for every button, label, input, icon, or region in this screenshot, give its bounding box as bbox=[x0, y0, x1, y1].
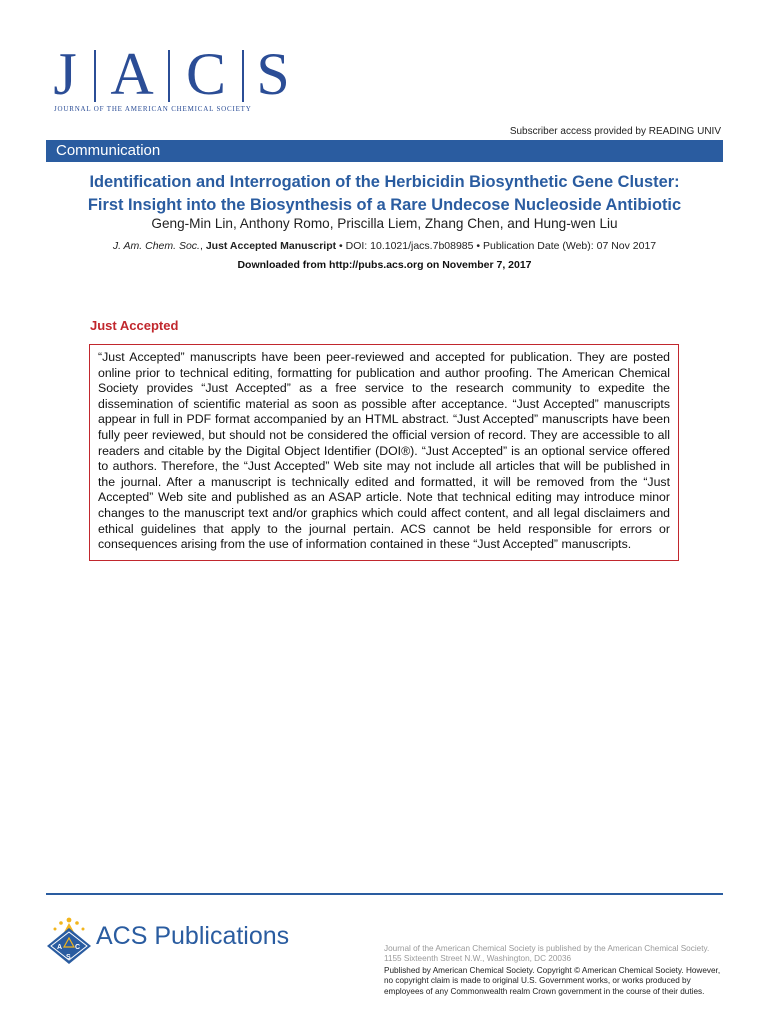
acs-publications-wordmark: ACS Publications bbox=[96, 922, 290, 950]
logo-letter-s: S bbox=[256, 41, 290, 107]
article-title-line-1: Identification and Interrogation of the Herbicidin Biosynthetic Gene Cluster: bbox=[89, 173, 680, 191]
acs-publications-logo bbox=[44, 914, 294, 970]
article-title bbox=[46, 171, 723, 217]
emblem-letter-c: C bbox=[75, 944, 81, 951]
emblem-letter-s: S bbox=[66, 954, 71, 961]
section-bar bbox=[46, 140, 723, 162]
logo-divider bbox=[94, 50, 96, 102]
section-label: Communication bbox=[56, 142, 161, 159]
article-title-line-2: First Insight into the Biosynthesis of a Rare Undecose Nucleoside Antibiotic bbox=[87, 196, 682, 214]
copyright-note: Published by American Chemical Society. Copyright © American Chemical Society. However, no copyright claim is made to original U.S. Government works, or works produced by employees of any Commonwealth realm Crown government in the course of their duties. bbox=[384, 966, 721, 996]
citation-details: • DOI: 10.1021/jacs.7b08985 • Publication Date (Web): 07 Nov 2017 bbox=[339, 240, 657, 252]
logo-letter-a: A bbox=[110, 41, 154, 107]
logo-subtitle: JOURNAL OF THE AMERICAN CHEMICAL SOCIETY bbox=[54, 105, 252, 113]
article-citation: J. Am. Chem. Soc., Just Accepted Manuscript • DOI: 10.1021/jacs.7b08985 • Publication Date (Web): 07 Nov 2017 bbox=[112, 240, 657, 252]
logo-letter-j: J bbox=[53, 41, 77, 107]
footer-divider bbox=[46, 893, 723, 895]
emblem-letter-a: A bbox=[57, 944, 63, 951]
logo-divider bbox=[168, 50, 170, 102]
just-accepted-box bbox=[89, 344, 679, 561]
just-accepted-heading: Just Accepted bbox=[90, 318, 179, 333]
publisher-note: Journal of the American Chemical Society is published by the American Chemical Society. 1155 Sixteenth Street N.W., Washington, DC 20036 bbox=[384, 944, 710, 964]
citation-journal: J. Am. Chem. Soc. bbox=[112, 240, 200, 252]
citation-status: Just Accepted Manuscript bbox=[205, 240, 337, 252]
subscriber-access-note: Subscriber access provided by READING UNIV bbox=[509, 126, 721, 137]
logo-divider bbox=[242, 50, 244, 102]
download-note: Downloaded from http://pubs.acs.org on November 7, 2017 bbox=[237, 259, 532, 271]
just-accepted-text: “Just Accepted” manuscripts have been peer-reviewed and accepted for publication. They are posted online prior to technical editing, formatting for publication and author proofing. The American Chemical Society provides “Just Accepted” as a free service to the research community to expedite the dissemination of scientific material as soon as possible after acceptance. “Just Accepted” manuscripts appear in full in PDF format accompanied by an HTML abstract. “Just Accepted” manuscripts have been fully peer reviewed, but should not be considered the official version of record. They are accessible to all readers and citable by the Digital Object Identifier (DOI®). “Just Accepted” is an optional service offered to authors. Therefore, the “Just Accepted” Web site may not include all articles that will be published in the journal. After a manuscript is technically edited and formatted, it will be removed from the “Just Accepted” Web site and published as an ASAP article. Note that technical editing may introduce minor changes to the manuscript text and/or graphics which could affect content, and all legal disclaimers and ethical guidelines that apply to the journal pertain. ACS cannot be held responsible for errors or consequences arising from the use of information contained in these “Just Accepted” manuscripts. bbox=[98, 350, 670, 552]
article-authors: Geng-Min Lin, Anthony Romo, Priscilla Liem, Zhang Chen, and Hung-wen Liu bbox=[151, 216, 618, 231]
acs-emblem-icon bbox=[44, 914, 94, 966]
jacs-logo bbox=[44, 41, 290, 116]
logo-letter-c: C bbox=[185, 41, 227, 107]
